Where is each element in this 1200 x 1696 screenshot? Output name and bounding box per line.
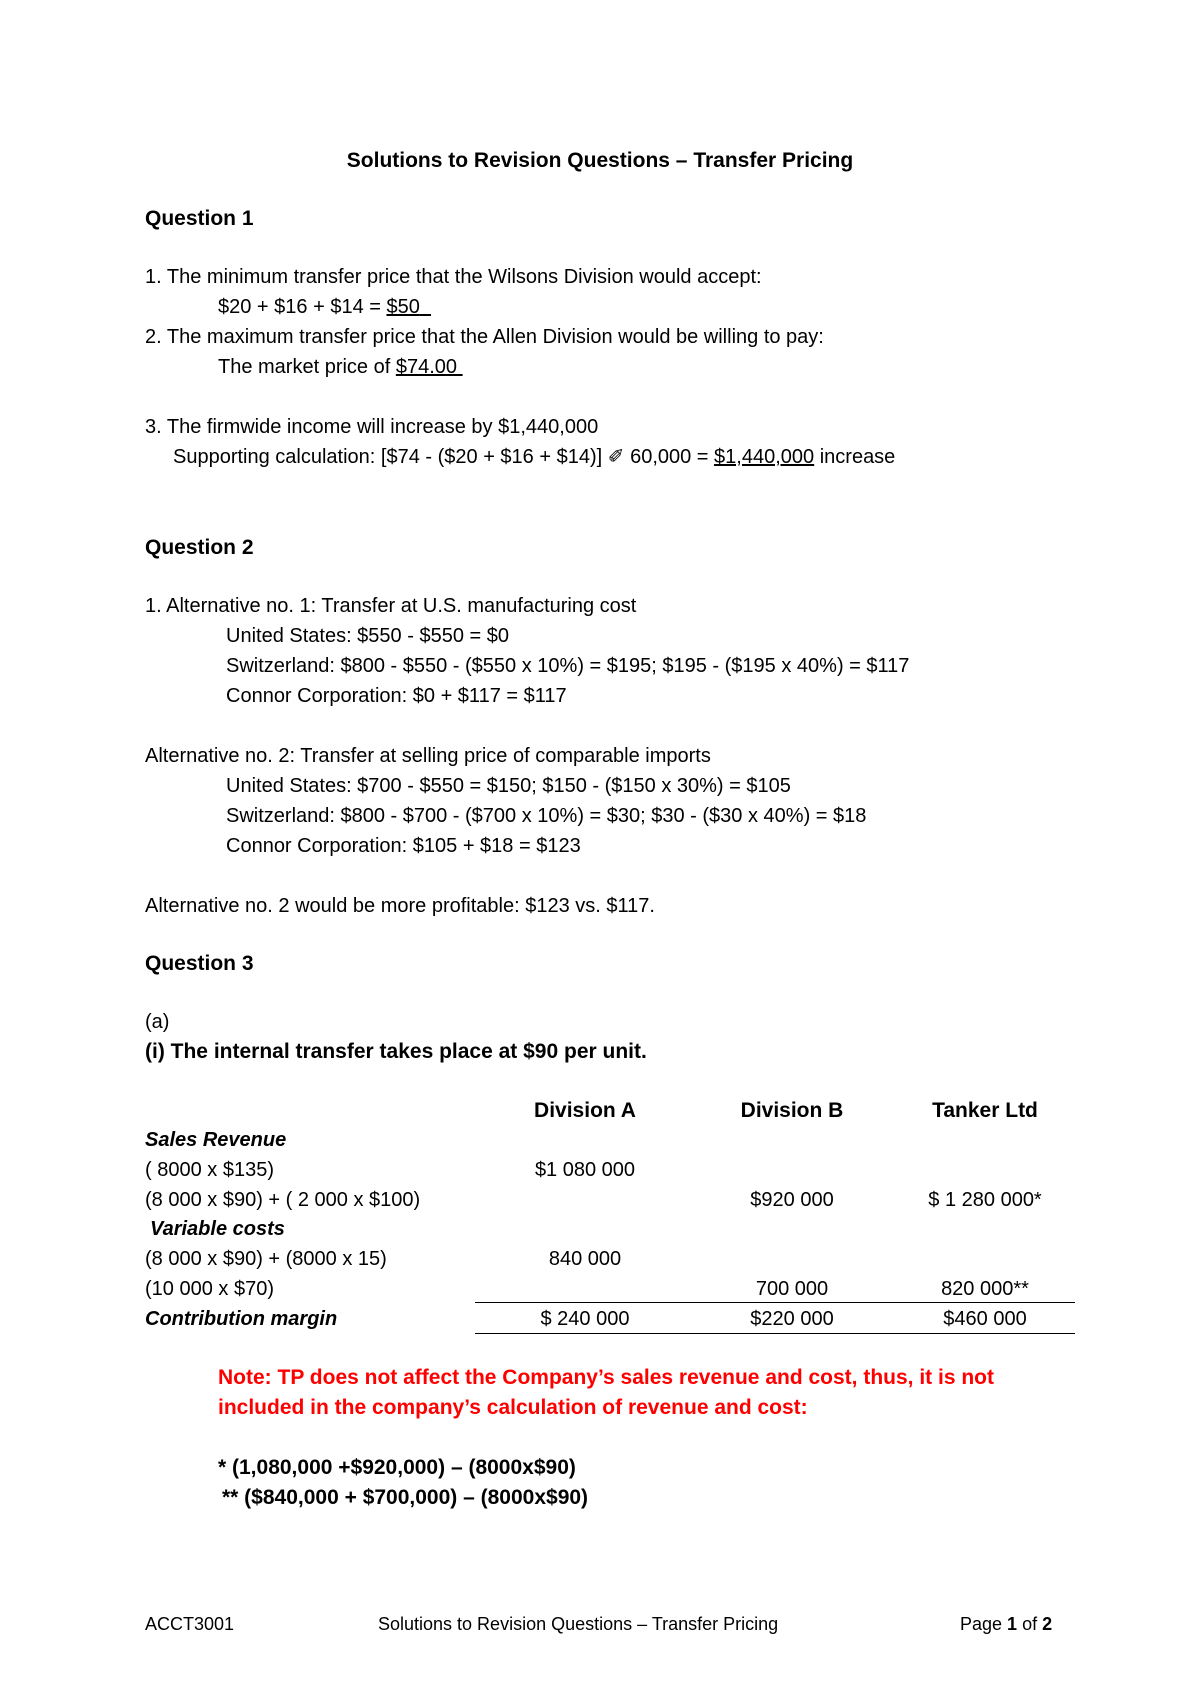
q3-part-label: (a) [145, 1011, 170, 1033]
table-row-label: ( 8000 x $135) [145, 1159, 274, 1181]
table-cell-division-a: $ 240 000 [540, 1308, 630, 1330]
q2-alt-2-line: United States: $700 - $550 = $150; $150 - ($150 x 30%) = $105 [226, 775, 791, 797]
table-cell-division-b: $920 000 [750, 1189, 834, 1211]
q1-item-1-text: The minimum transfer price that the Wilsons Division would accept: [166, 266, 762, 288]
table-row-label: (8 000 x $90) + (8000 x 15) [145, 1248, 387, 1270]
q1-item-3-number: 3. [145, 416, 162, 438]
q2-alt-2-line: Connor Corporation: $105 + $18 = $123 [226, 835, 581, 857]
table-row-label: Sales Revenue [145, 1129, 287, 1151]
footer-current-page: 1 [1007, 1614, 1018, 1634]
question-2-heading: Question 2 [145, 536, 254, 559]
column-header-division-a: Division A [534, 1099, 636, 1122]
table-cell-division-a: 840 000 [548, 1248, 622, 1270]
footnote-double-star: ** ($840,000 + $700,000) – (8000x$90) [222, 1486, 589, 1509]
table-cell-tanker-ltd: $ 1 280 000* [928, 1189, 1042, 1211]
table-total-rule-bottom [475, 1333, 1075, 1334]
q1-item-1-answer: $50 [386, 296, 420, 318]
column-header-tanker-ltd: Tanker Ltd [932, 1099, 1038, 1122]
q2-alt-1-title: 1. Alternative no. 1: Transfer at U.S. manufacturing cost [145, 595, 637, 617]
footer-of-word: of [1017, 1614, 1043, 1634]
table-row-label: Variable costs [150, 1218, 285, 1240]
question-1-heading: Question 1 [145, 207, 254, 230]
q1-item-3-answer: $1,440,000 [714, 446, 815, 468]
q1-item-2-number: 2. [145, 326, 162, 348]
footer-total-pages: 2 [1042, 1614, 1053, 1634]
table-cell-division-b: 700 000 [755, 1278, 829, 1300]
table-cell-tanker-ltd: 820 000** [941, 1278, 1029, 1300]
q1-item-2-calc-prefix: The market price of [218, 356, 396, 378]
table-row-label: (8 000 x $90) + ( 2 000 x $100) [145, 1189, 421, 1211]
footer-page-word: Page [960, 1614, 1008, 1634]
q1-item-3-calc-prefix: Supporting calculation: [$74 - ($20 + $16 + $14)] [173, 446, 608, 468]
q2-alt-1-line: Switzerland: $800 - $550 - ($550 x 10%) = $195; $195 - ($195 x 40%) = $117 [226, 655, 910, 677]
q1-item-3-calc-suffix: increase [814, 446, 896, 468]
table-row-label: Contribution margin [145, 1308, 338, 1330]
q2-alt-1-line: Connor Corporation: $0 + $117 = $117 [226, 685, 567, 707]
question-3-heading: Question 3 [145, 952, 254, 975]
q1-item-3-calc [173, 443, 895, 471]
q1-item-1 [145, 263, 762, 291]
q1-item-3-text: The firmwide income will increase by $1,440,000 [166, 416, 599, 438]
footer-page-number [960, 1610, 1052, 1638]
table-cell-division-a: $1 080 000 [534, 1159, 636, 1181]
note-line: Note: TP does not affect the Company’s sales revenue and cost, thus, it is not [218, 1366, 994, 1389]
q1-item-3-calc-mid: 60,000 = [624, 446, 715, 468]
table-row-label: (10 000 x $70) [145, 1278, 274, 1300]
q1-item-2-text: The maximum transfer price that the Allen Division would be willing to pay: [166, 326, 824, 348]
q1-item-1-calc [218, 293, 431, 321]
document-title: Solutions to Revision Questions – Transfer Pricing [346, 149, 854, 172]
q1-item-2-answer: $74.00 [395, 356, 458, 378]
table-cell-division-b: $220 000 [750, 1308, 834, 1330]
q2-alt-2-line: Switzerland: $800 - $700 - ($700 x 10%) = $30; $30 - ($30 x 40%) = $18 [226, 805, 867, 827]
column-header-division-b: Division B [740, 1099, 844, 1122]
footer-course-code: ACCT3001 [145, 1614, 235, 1634]
q2-alt-1-line: United States: $550 - $550 = $0 [226, 625, 509, 647]
footnote-single-star: * (1,080,000 +$920,000) – (8000x$90) [218, 1456, 576, 1479]
q1-item-1-number: 1. [145, 266, 162, 288]
q2-alt-2-title: Alternative no. 2: Transfer at selling price of comparable imports [145, 745, 711, 767]
q1-item-1-calc-expression: $20 + $16 + $14 = [218, 296, 387, 318]
note-line: included in the company’s calculation of revenue and cost: [218, 1396, 808, 1419]
q3-subheading: (i) The internal transfer takes place at $90 per unit. [145, 1040, 647, 1063]
q1-item-3 [145, 413, 598, 441]
q1-item-2 [145, 323, 824, 351]
q1-item-2-calc [218, 353, 463, 381]
table-total-rule-top [475, 1302, 1075, 1303]
table-cell-tanker-ltd: $460 000 [943, 1308, 1027, 1330]
footer-title: Solutions to Revision Questions – Transfer Pricing [378, 1614, 779, 1634]
multiply-symbol-icon: ✐ [607, 446, 625, 468]
q2-conclusion: Alternative no. 2 would be more profitable: $123 vs. $117. [145, 895, 655, 917]
